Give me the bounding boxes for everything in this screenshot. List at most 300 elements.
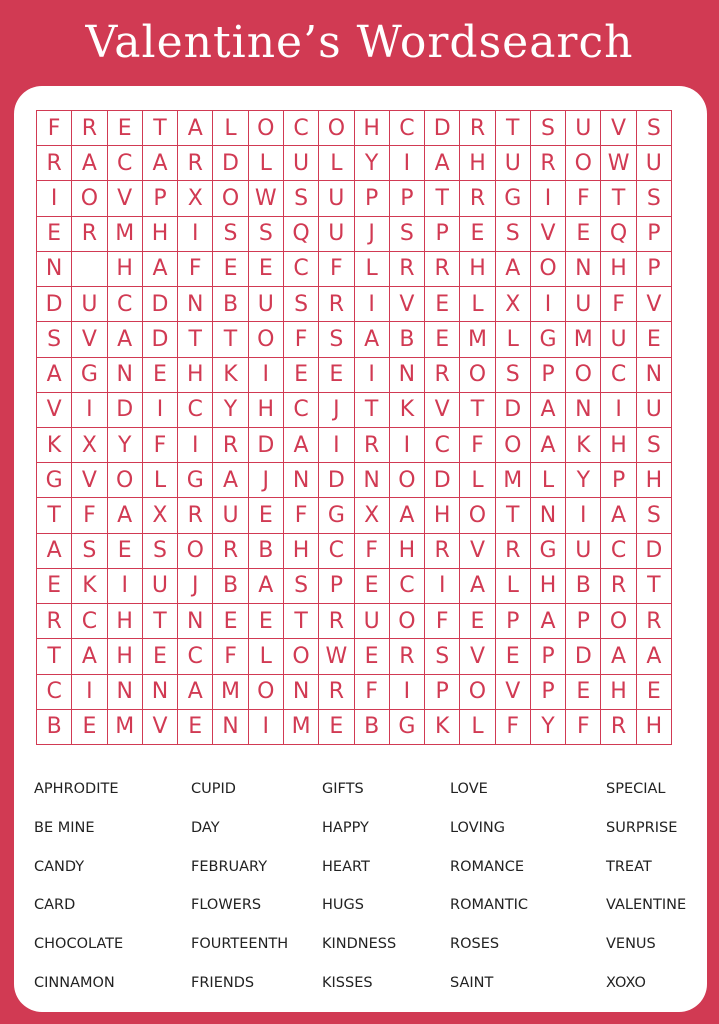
grid-cell[interactable]: O (108, 463, 143, 498)
grid-cell[interactable]: O (566, 146, 601, 181)
grid-cell[interactable]: A (213, 463, 248, 498)
grid-cell[interactable]: R (531, 146, 566, 181)
grid-cell[interactable]: A (531, 428, 566, 463)
grid-cell[interactable]: K (425, 710, 460, 745)
grid-cell[interactable]: U (284, 146, 319, 181)
grid-cell[interactable]: H (249, 393, 284, 428)
grid-cell[interactable]: E (566, 217, 601, 252)
grid-cell[interactable]: C (284, 252, 319, 287)
grid-cell[interactable]: E (425, 322, 460, 357)
grid-cell[interactable]: P (566, 604, 601, 639)
grid-cell[interactable]: Y (213, 393, 248, 428)
grid-cell[interactable]: D (425, 463, 460, 498)
grid-cell[interactable]: E (566, 675, 601, 710)
grid-cell[interactable]: E (319, 710, 354, 745)
grid-cell[interactable]: Q (601, 217, 636, 252)
grid-cell[interactable]: E (355, 569, 390, 604)
grid-cell[interactable]: I (319, 428, 354, 463)
grid-cell[interactable]: V (460, 534, 495, 569)
grid-cell[interactable]: I (249, 710, 284, 745)
grid-cell[interactable]: L (496, 322, 531, 357)
grid-cell[interactable]: E (249, 498, 284, 533)
grid-cell[interactable]: H (531, 569, 566, 604)
grid-cell[interactable]: G (37, 463, 72, 498)
grid-cell[interactable]: E (284, 358, 319, 393)
grid-cell[interactable]: V (601, 111, 636, 146)
grid-cell[interactable]: U (143, 569, 178, 604)
grid-cell[interactable]: T (355, 393, 390, 428)
grid-cell[interactable]: F (496, 710, 531, 745)
grid-cell[interactable]: S (249, 217, 284, 252)
grid-cell[interactable]: A (72, 639, 107, 674)
grid-cell[interactable]: I (72, 393, 107, 428)
grid-cell[interactable]: A (460, 569, 495, 604)
grid-cell[interactable]: A (531, 604, 566, 639)
grid-cell[interactable]: E (496, 639, 531, 674)
grid-cell[interactable]: A (108, 322, 143, 357)
grid-cell[interactable]: H (390, 534, 425, 569)
grid-cell[interactable]: M (496, 463, 531, 498)
grid-cell[interactable]: O (249, 675, 284, 710)
grid-cell[interactable]: R (178, 498, 213, 533)
grid-cell[interactable]: G (319, 498, 354, 533)
grid-cell[interactable]: A (390, 498, 425, 533)
grid-cell[interactable]: T (143, 604, 178, 639)
grid-cell[interactable]: N (355, 463, 390, 498)
grid-cell[interactable]: P (355, 181, 390, 216)
grid-cell[interactable]: I (390, 675, 425, 710)
grid-cell[interactable]: E (213, 604, 248, 639)
grid-cell[interactable]: H (601, 675, 636, 710)
grid-cell[interactable]: L (531, 463, 566, 498)
grid-cell[interactable]: D (249, 428, 284, 463)
grid-cell[interactable]: U (637, 146, 672, 181)
grid-cell[interactable]: K (213, 358, 248, 393)
grid-cell[interactable]: K (390, 393, 425, 428)
grid-cell[interactable]: F (178, 252, 213, 287)
grid-cell[interactable]: P (143, 181, 178, 216)
grid-cell[interactable]: O (566, 358, 601, 393)
grid-cell[interactable]: S (496, 358, 531, 393)
grid-cell[interactable]: T (496, 111, 531, 146)
grid-cell[interactable]: B (213, 569, 248, 604)
grid-cell[interactable]: K (37, 428, 72, 463)
grid-cell[interactable]: A (143, 252, 178, 287)
grid-cell[interactable]: C (37, 675, 72, 710)
grid-cell[interactable]: D (143, 322, 178, 357)
grid-cell[interactable]: T (178, 322, 213, 357)
grid-cell[interactable]: I (355, 287, 390, 322)
grid-cell[interactable]: L (249, 639, 284, 674)
grid-cell[interactable]: A (601, 639, 636, 674)
grid-cell[interactable]: F (284, 322, 319, 357)
grid-cell[interactable]: I (355, 358, 390, 393)
grid-cell[interactable]: B (213, 287, 248, 322)
grid-cell[interactable]: I (390, 428, 425, 463)
grid-cell[interactable]: N (213, 710, 248, 745)
grid-cell[interactable]: O (496, 428, 531, 463)
grid-cell[interactable]: E (143, 358, 178, 393)
grid-cell[interactable]: R (37, 146, 72, 181)
grid-cell[interactable]: E (637, 322, 672, 357)
grid-cell[interactable]: U (566, 534, 601, 569)
grid-cell[interactable]: T (601, 181, 636, 216)
grid-cell[interactable]: V (637, 287, 672, 322)
grid-cell[interactable]: G (496, 181, 531, 216)
grid-cell[interactable]: R (213, 534, 248, 569)
grid-cell[interactable]: O (531, 252, 566, 287)
grid-cell[interactable]: E (143, 639, 178, 674)
grid-cell[interactable]: E (319, 358, 354, 393)
grid-cell[interactable]: R (601, 569, 636, 604)
grid-cell[interactable]: S (637, 111, 672, 146)
grid-cell[interactable]: A (601, 498, 636, 533)
grid-cell[interactable]: O (249, 111, 284, 146)
grid-cell[interactable]: E (213, 252, 248, 287)
grid-cell[interactable]: D (496, 393, 531, 428)
grid-cell[interactable]: V (460, 639, 495, 674)
grid-cell[interactable]: S (213, 217, 248, 252)
grid-cell[interactable]: A (143, 146, 178, 181)
grid-cell[interactable]: F (425, 604, 460, 639)
grid-cell[interactable]: C (178, 639, 213, 674)
grid-cell[interactable]: B (390, 322, 425, 357)
grid-cell[interactable]: H (108, 639, 143, 674)
grid-cell[interactable]: E (72, 710, 107, 745)
grid-cell[interactable]: S (496, 217, 531, 252)
grid-cell[interactable]: F (460, 428, 495, 463)
grid-cell[interactable]: R (390, 252, 425, 287)
grid-cell[interactable]: T (460, 393, 495, 428)
grid-cell[interactable]: P (425, 675, 460, 710)
grid-cell[interactable]: N (178, 287, 213, 322)
grid-cell[interactable]: G (531, 322, 566, 357)
grid-cell[interactable]: P (531, 358, 566, 393)
grid-cell[interactable]: U (601, 322, 636, 357)
grid-cell[interactable]: X (143, 498, 178, 533)
grid-cell[interactable]: X (178, 181, 213, 216)
grid-cell[interactable]: P (319, 569, 354, 604)
grid-cell[interactable]: R (72, 217, 107, 252)
grid-cell[interactable]: H (460, 146, 495, 181)
grid-cell[interactable]: C (178, 393, 213, 428)
grid-cell[interactable]: N (178, 604, 213, 639)
grid-cell[interactable]: M (213, 675, 248, 710)
grid-cell[interactable]: D (37, 287, 72, 322)
grid-cell[interactable]: B (37, 710, 72, 745)
grid-cell[interactable]: R (390, 639, 425, 674)
grid-cell[interactable]: L (460, 287, 495, 322)
grid-cell[interactable]: C (601, 534, 636, 569)
grid-cell[interactable]: A (355, 322, 390, 357)
grid-cell[interactable]: I (390, 146, 425, 181)
grid-cell[interactable]: R (355, 428, 390, 463)
grid-cell[interactable]: U (566, 111, 601, 146)
grid-cell[interactable]: H (284, 534, 319, 569)
grid-cell[interactable]: G (72, 358, 107, 393)
grid-cell[interactable]: C (319, 534, 354, 569)
grid-cell[interactable]: C (390, 569, 425, 604)
grid-cell[interactable]: K (72, 569, 107, 604)
grid-cell[interactable]: H (108, 604, 143, 639)
grid-cell[interactable]: S (284, 569, 319, 604)
grid-cell[interactable]: R (637, 604, 672, 639)
grid-cell[interactable]: E (637, 675, 672, 710)
grid-cell[interactable]: E (355, 639, 390, 674)
grid-cell[interactable]: F (284, 498, 319, 533)
grid-cell[interactable]: V (531, 217, 566, 252)
grid-cell[interactable]: R (601, 710, 636, 745)
grid-cell[interactable]: T (425, 181, 460, 216)
grid-cell[interactable]: M (108, 710, 143, 745)
grid-cell[interactable]: S (637, 428, 672, 463)
grid-cell[interactable]: P (390, 181, 425, 216)
grid-cell[interactable]: H (637, 463, 672, 498)
grid-cell[interactable]: F (319, 252, 354, 287)
grid-cell[interactable]: U (249, 287, 284, 322)
grid-cell[interactable]: D (143, 287, 178, 322)
grid-cell[interactable]: R (496, 534, 531, 569)
grid-cell[interactable]: L (143, 463, 178, 498)
grid-cell[interactable]: E (178, 710, 213, 745)
grid-cell[interactable]: X (496, 287, 531, 322)
grid-cell[interactable]: O (284, 639, 319, 674)
grid-cell[interactable]: D (213, 146, 248, 181)
grid-cell[interactable]: C (72, 604, 107, 639)
grid-cell[interactable]: A (284, 428, 319, 463)
grid-cell[interactable]: U (319, 217, 354, 252)
grid-cell[interactable]: U (566, 287, 601, 322)
grid-cell[interactable]: I (566, 498, 601, 533)
grid-cell[interactable]: M (108, 217, 143, 252)
grid-cell[interactable]: L (319, 146, 354, 181)
grid-cell[interactable]: S (72, 534, 107, 569)
grid-cell[interactable]: C (284, 111, 319, 146)
grid-cell[interactable]: M (566, 322, 601, 357)
grid-cell[interactable]: V (390, 287, 425, 322)
grid-cell[interactable]: I (108, 569, 143, 604)
grid-cell[interactable]: S (390, 217, 425, 252)
grid-cell[interactable]: I (37, 181, 72, 216)
grid-cell[interactable]: T (37, 639, 72, 674)
grid-cell[interactable]: F (566, 710, 601, 745)
grid-cell[interactable]: I (72, 675, 107, 710)
grid-cell[interactable]: M (460, 322, 495, 357)
grid-cell[interactable]: B (355, 710, 390, 745)
grid-cell[interactable]: X (72, 428, 107, 463)
grid-cell[interactable]: W (319, 639, 354, 674)
grid-cell[interactable]: W (601, 146, 636, 181)
grid-cell[interactable]: R (425, 534, 460, 569)
grid-cell[interactable]: O (601, 604, 636, 639)
grid-cell[interactable]: N (108, 675, 143, 710)
grid-cell[interactable]: C (425, 428, 460, 463)
grid-cell[interactable]: R (460, 111, 495, 146)
grid-cell[interactable]: S (425, 639, 460, 674)
grid-cell[interactable]: I (425, 569, 460, 604)
grid-cell[interactable]: C (390, 111, 425, 146)
grid-cell[interactable]: E (460, 604, 495, 639)
grid-cell[interactable]: O (213, 181, 248, 216)
grid-cell[interactable]: Q (284, 217, 319, 252)
grid-cell[interactable]: E (37, 569, 72, 604)
grid-cell[interactable]: P (637, 252, 672, 287)
grid-cell[interactable]: I (531, 287, 566, 322)
grid-cell[interactable]: F (566, 181, 601, 216)
grid-cell[interactable]: B (566, 569, 601, 604)
grid-cell[interactable]: C (601, 358, 636, 393)
grid-cell[interactable]: E (425, 287, 460, 322)
grid-cell[interactable]: F (355, 534, 390, 569)
grid-cell[interactable]: I (601, 393, 636, 428)
grid-cell[interactable]: U (496, 146, 531, 181)
grid-cell[interactable]: H (355, 111, 390, 146)
grid-cell[interactable]: U (637, 393, 672, 428)
grid-cell[interactable]: S (637, 181, 672, 216)
grid-cell[interactable]: P (425, 217, 460, 252)
grid-cell[interactable]: H (460, 252, 495, 287)
grid-cell[interactable]: F (143, 428, 178, 463)
grid-cell[interactable]: J (355, 217, 390, 252)
grid-cell[interactable]: S (637, 498, 672, 533)
grid-cell[interactable]: O (72, 181, 107, 216)
grid-cell[interactable]: I (178, 428, 213, 463)
grid-cell[interactable]: O (390, 604, 425, 639)
grid-cell[interactable]: G (178, 463, 213, 498)
grid-cell[interactable]: N (37, 252, 72, 287)
grid-cell[interactable]: E (249, 604, 284, 639)
grid-cell[interactable]: S (284, 287, 319, 322)
grid-cell[interactable]: B (249, 534, 284, 569)
grid-cell[interactable]: G (390, 710, 425, 745)
grid-cell[interactable]: T (496, 498, 531, 533)
grid-cell[interactable]: H (178, 358, 213, 393)
grid-cell[interactable]: P (637, 217, 672, 252)
grid-cell[interactable]: A (37, 534, 72, 569)
grid-cell[interactable]: D (319, 463, 354, 498)
grid-cell[interactable]: O (460, 675, 495, 710)
grid-cell[interactable]: L (249, 146, 284, 181)
grid-cell[interactable]: S (319, 322, 354, 357)
grid-cell[interactable]: L (355, 252, 390, 287)
grid-cell[interactable]: N (566, 252, 601, 287)
grid-cell[interactable]: J (249, 463, 284, 498)
grid-cell[interactable]: X (355, 498, 390, 533)
grid-cell[interactable]: E (249, 252, 284, 287)
grid-cell[interactable]: N (637, 358, 672, 393)
grid-cell[interactable]: O (178, 534, 213, 569)
grid-cell[interactable]: O (249, 322, 284, 357)
grid-cell[interactable]: R (178, 146, 213, 181)
grid-cell[interactable]: T (143, 111, 178, 146)
grid-cell[interactable]: E (108, 534, 143, 569)
grid-cell[interactable]: N (566, 393, 601, 428)
grid-cell[interactable]: U (355, 604, 390, 639)
grid-cell[interactable]: R (37, 604, 72, 639)
grid-cell[interactable]: U (319, 181, 354, 216)
grid-cell[interactable]: A (72, 146, 107, 181)
grid-cell[interactable]: F (601, 287, 636, 322)
grid-cell[interactable]: R (319, 604, 354, 639)
grid-cell[interactable]: J (319, 393, 354, 428)
grid-cell[interactable]: O (390, 463, 425, 498)
grid-cell[interactable]: S (284, 181, 319, 216)
grid-cell[interactable]: A (178, 111, 213, 146)
grid-cell[interactable]: F (213, 639, 248, 674)
grid-cell[interactable]: A (108, 498, 143, 533)
grid-cell[interactable]: J (178, 569, 213, 604)
grid-cell[interactable]: H (143, 217, 178, 252)
grid-cell[interactable]: F (37, 111, 72, 146)
grid-cell[interactable]: L (460, 710, 495, 745)
grid-cell[interactable]: D (566, 639, 601, 674)
grid-cell[interactable]: I (178, 217, 213, 252)
grid-cell[interactable]: R (425, 252, 460, 287)
grid-cell[interactable]: V (143, 710, 178, 745)
grid-cell[interactable]: Y (531, 710, 566, 745)
grid-cell[interactable]: Y (566, 463, 601, 498)
grid-cell[interactable]: V (425, 393, 460, 428)
grid-cell[interactable]: N (284, 463, 319, 498)
grid-cell[interactable]: M (284, 710, 319, 745)
grid-cell[interactable]: A (531, 393, 566, 428)
grid-cell[interactable]: C (108, 146, 143, 181)
grid-cell[interactable]: C (284, 393, 319, 428)
grid-cell[interactable]: V (37, 393, 72, 428)
grid-cell[interactable]: S (531, 111, 566, 146)
grid-cell[interactable]: A (249, 569, 284, 604)
grid-cell[interactable]: H (108, 252, 143, 287)
grid-cell[interactable]: T (637, 569, 672, 604)
grid-cell[interactable]: V (496, 675, 531, 710)
grid-cell[interactable]: Y (108, 428, 143, 463)
grid-cell[interactable]: P (531, 675, 566, 710)
grid-cell[interactable]: Y (355, 146, 390, 181)
grid-cell[interactable]: I (249, 358, 284, 393)
grid-cell[interactable]: N (531, 498, 566, 533)
grid-cell[interactable]: O (319, 111, 354, 146)
grid-cell[interactable]: P (531, 639, 566, 674)
grid-cell[interactable]: N (108, 358, 143, 393)
grid-cell[interactable]: A (178, 675, 213, 710)
grid-cell[interactable]: V (72, 463, 107, 498)
grid-cell[interactable]: V (108, 181, 143, 216)
grid-cell[interactable]: L (496, 569, 531, 604)
grid-cell[interactable]: E (460, 217, 495, 252)
grid-cell[interactable]: C (108, 287, 143, 322)
grid-cell[interactable]: T (213, 322, 248, 357)
grid-cell[interactable]: N (143, 675, 178, 710)
grid-cell[interactable]: L (213, 111, 248, 146)
grid-cell[interactable]: R (425, 358, 460, 393)
grid-cell[interactable]: H (425, 498, 460, 533)
grid-cell[interactable]: D (637, 534, 672, 569)
grid-cell[interactable]: G (531, 534, 566, 569)
grid-cell[interactable]: I (143, 393, 178, 428)
grid-cell[interactable]: R (460, 181, 495, 216)
grid-cell[interactable]: R (72, 111, 107, 146)
grid-cell[interactable]: U (213, 498, 248, 533)
grid-cell[interactable]: S (143, 534, 178, 569)
grid-cell[interactable]: I (531, 181, 566, 216)
grid-cell[interactable]: H (637, 710, 672, 745)
grid-cell[interactable]: A (496, 252, 531, 287)
grid-cell[interactable]: H (601, 428, 636, 463)
grid-cell[interactable]: D (108, 393, 143, 428)
grid-cell[interactable] (72, 252, 107, 287)
grid-cell[interactable]: H (601, 252, 636, 287)
grid-cell[interactable]: D (425, 111, 460, 146)
